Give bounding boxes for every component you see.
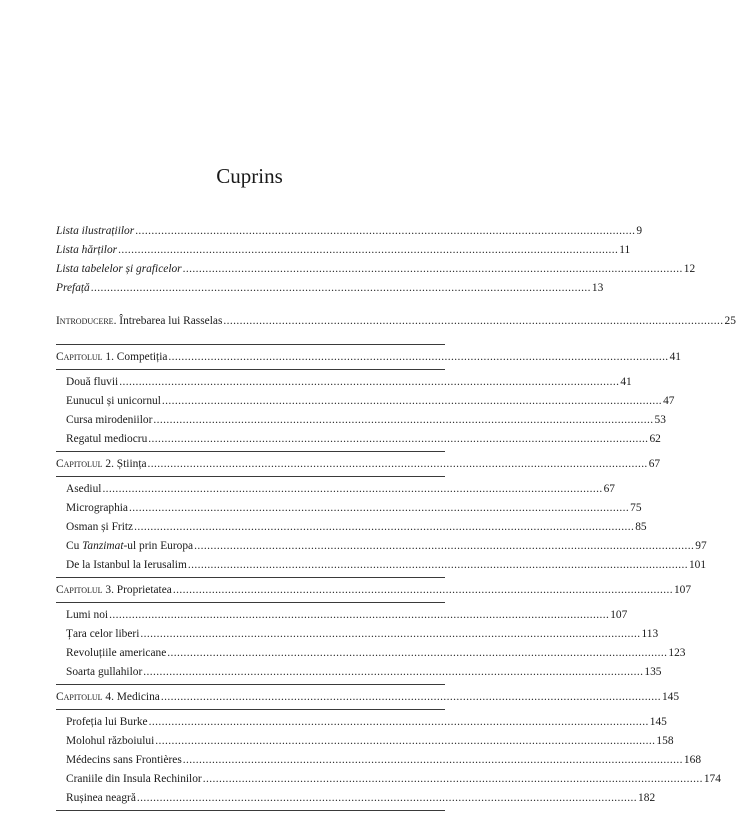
dot-leader: .......................................................................................................................................................... <box>148 716 649 728</box>
dot-leader: .......................................................................................................................................................... <box>148 433 649 445</box>
toc-entry-page: 168 <box>683 754 702 766</box>
toc-section[interactable] <box>56 392 675 411</box>
toc-entry-page: 25 <box>724 315 736 327</box>
toc-entry-page: 135 <box>644 666 662 678</box>
toc-entry-page: 62 <box>649 433 661 445</box>
toc-entry-label: Revoluțiile americane <box>66 647 167 659</box>
toc-entry-label: Prefață <box>56 282 90 294</box>
toc-entry-page: 145 <box>649 716 667 728</box>
toc-entry-page: 107 <box>673 584 692 596</box>
dot-leader: .......................................................................................................................................................... <box>129 502 630 514</box>
section-divider <box>56 344 445 345</box>
toc-entry-label: Lista tabelelor și graficelor <box>56 263 182 275</box>
section-divider <box>56 810 445 811</box>
toc-entry-label: Capitolul 4. Medicina <box>56 691 160 703</box>
toc-entry-page: 123 <box>668 647 686 659</box>
toc-entry-label: Micrographia <box>66 502 128 514</box>
page-title: Cuprins <box>216 164 283 188</box>
toc-section[interactable] <box>56 663 662 682</box>
toc-chapter-4[interactable] <box>56 688 680 707</box>
section-divider <box>56 684 445 685</box>
dot-leader: .......................................................................................................................................................... <box>194 540 695 552</box>
toc-chapter-1[interactable] <box>56 348 681 367</box>
dot-leader: .......................................................................................................................................................... <box>172 584 673 596</box>
section-divider <box>56 577 445 578</box>
toc-entry-label: Cu Tanzimat-ul prin Europa <box>66 540 194 552</box>
toc-entry-label: Rușinea neagră <box>66 792 136 804</box>
toc-chapter-3[interactable] <box>56 581 692 600</box>
toc-entry-page: 67 <box>648 458 661 470</box>
section-divider <box>56 709 445 710</box>
toc-entry-page: 41 <box>620 376 632 388</box>
toc-entry-page: 174 <box>703 773 721 785</box>
toc-entry-page: 182 <box>638 792 656 804</box>
toc-entry-maps[interactable] <box>56 241 631 260</box>
toc-entry-label: Lista ilustrațiilor <box>56 225 135 237</box>
dot-leader: .......................................................................................................................................................... <box>182 263 683 275</box>
toc-entry-page: 85 <box>635 521 647 533</box>
toc-entry-page: 11 <box>619 244 631 256</box>
toc-entry-label: Cursa mirodeniilor <box>66 414 153 426</box>
toc-section[interactable] <box>56 480 615 499</box>
toc-entry-preface[interactable] <box>56 279 604 298</box>
toc-entry-page: 101 <box>688 559 707 571</box>
dot-leader: .......................................................................................................................................................... <box>182 754 683 766</box>
dot-leader: .......................................................................................................................................................... <box>143 666 644 678</box>
section-divider <box>56 476 445 477</box>
toc-entry-page: 9 <box>636 225 643 237</box>
toc-entry-label: Capitolul 1. Competiția <box>56 351 168 363</box>
dot-leader: .......................................................................................................................................................... <box>140 628 641 640</box>
dot-leader: .......................................................................................................................................................... <box>109 609 610 621</box>
dot-leader: .......................................................................................................................................................... <box>147 458 648 470</box>
toc-entry-label: Capitolul 2. Știința <box>56 458 147 470</box>
toc-entry-page: 67 <box>603 483 615 495</box>
table-of-contents <box>56 222 736 814</box>
toc-entry-page: 41 <box>669 351 681 363</box>
toc-section[interactable] <box>56 556 707 575</box>
toc-entry-label: Eunucul și unicornul <box>66 395 161 407</box>
dot-leader: .......................................................................................................................................................... <box>223 315 724 327</box>
toc-entry-page: 107 <box>610 609 628 621</box>
toc-entry-page: 13 <box>591 282 604 294</box>
toc-entry-label: Médecins sans Frontières <box>66 754 182 766</box>
toc-section[interactable] <box>56 732 674 751</box>
dot-leader: .......................................................................................................................................................... <box>167 647 668 659</box>
toc-section[interactable] <box>56 751 702 770</box>
toc-entry-tables[interactable] <box>56 260 696 279</box>
toc-section[interactable] <box>56 625 659 644</box>
toc-entry-label: Lista hărților <box>56 244 118 256</box>
toc-section[interactable] <box>56 430 661 449</box>
toc-entry-page: 113 <box>641 628 659 640</box>
toc-entry-page: 75 <box>630 502 642 514</box>
section-divider <box>56 602 445 603</box>
dot-leader: .......................................................................................................................................................... <box>160 691 661 703</box>
toc-entry-label: Osman și Fritz <box>66 521 134 533</box>
dot-leader: .......................................................................................................................................................... <box>155 735 656 747</box>
toc-entry-label: Soarta gullahilor <box>66 666 143 678</box>
toc-entry-illustrations[interactable] <box>56 222 643 241</box>
toc-entry-label: Craniile din Insula Rechinilor <box>66 773 202 785</box>
toc-entry-label: Țara celor liberi <box>66 628 140 640</box>
front-matter-list <box>56 222 696 298</box>
dot-leader: .......................................................................................................................................................... <box>134 521 635 533</box>
dot-leader: .......................................................................................................................................................... <box>202 773 703 785</box>
section-divider <box>56 451 445 452</box>
toc-section[interactable] <box>56 606 628 625</box>
dot-leader: .......................................................................................................................................................... <box>153 414 654 426</box>
toc-section[interactable] <box>56 770 721 789</box>
section-divider <box>56 369 445 370</box>
toc-entry-label: Lumi noi <box>66 609 109 621</box>
toc-entry-label: Profeția lui Burke <box>66 716 148 728</box>
dot-leader: .......................................................................................................................................................... <box>90 282 591 294</box>
toc-section[interactable] <box>56 518 647 537</box>
toc-entry-introduction[interactable] <box>56 312 736 331</box>
toc-section[interactable] <box>56 537 707 556</box>
dot-leader: .......................................................................................................................................................... <box>119 376 620 388</box>
toc-entry-label: Regatul mediocru <box>66 433 148 445</box>
toc-entry-page: 145 <box>661 691 680 703</box>
toc-section[interactable] <box>56 644 686 663</box>
dot-leader: .......................................................................................................................................................... <box>168 351 669 363</box>
toc-chapter-2[interactable] <box>56 455 661 474</box>
dot-leader: .......................................................................................................................................................... <box>118 244 619 256</box>
toc-section[interactable] <box>56 373 632 392</box>
toc-entry-page: 47 <box>663 395 675 407</box>
dot-leader: .......................................................................................................................................................... <box>187 559 688 571</box>
dot-leader: .......................................................................................................................................................... <box>102 483 603 495</box>
toc-entry-page: 12 <box>683 263 696 275</box>
dot-leader: .......................................................................................................................................................... <box>135 225 636 237</box>
toc-entry-label: Două fluvii <box>66 376 119 388</box>
toc-entry-page: 97 <box>695 540 707 552</box>
toc-entry-label: Molohul războiului <box>66 735 155 747</box>
toc-entry-page: 53 <box>654 414 666 426</box>
toc-entry-label: Introducere. Întrebarea lui Rasselas <box>56 315 223 327</box>
toc-section[interactable] <box>56 713 667 732</box>
toc-section[interactable] <box>56 789 656 808</box>
toc-entry-label: De la Istanbul la Ierusalim <box>66 559 187 571</box>
toc-entry-label: Capitolul 3. Proprietatea <box>56 584 172 596</box>
dot-leader: .......................................................................................................................................................... <box>161 395 663 407</box>
toc-section[interactable] <box>56 411 666 430</box>
toc-section[interactable] <box>56 499 642 518</box>
dot-leader: .......................................................................................................................................................... <box>136 792 638 804</box>
toc-entry-label: Asediul <box>66 483 102 495</box>
toc-entry-page: 158 <box>656 735 674 747</box>
